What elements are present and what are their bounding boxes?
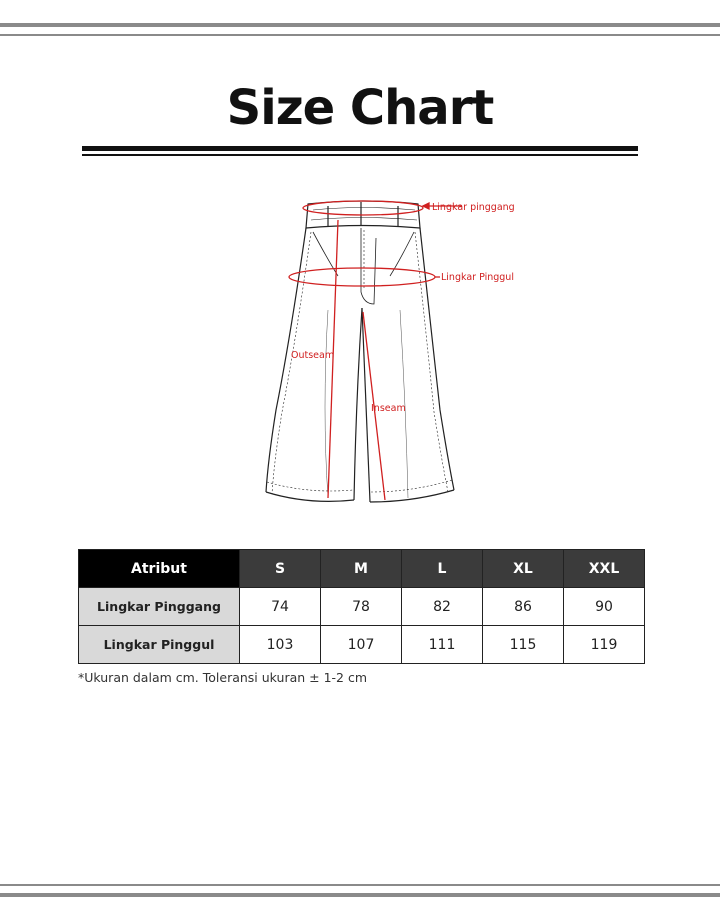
title-rule-thick — [82, 146, 638, 151]
header-cell: XL — [483, 550, 564, 588]
header-cell: Atribut — [79, 550, 240, 588]
hip-measure-ellipse — [289, 268, 435, 286]
header-cell: L — [402, 550, 483, 588]
tolerance-note: *Ukuran dalam cm. Toleransi ukuran ± 1-2 cm — [78, 670, 368, 685]
row-label: Lingkar Pinggul — [79, 626, 240, 664]
page-title: Size Chart — [226, 80, 494, 136]
row-label: Lingkar Pinggang — [79, 588, 240, 626]
table-header-row — [79, 550, 645, 588]
top-frame-line-thin — [0, 34, 720, 36]
table-cell: 111 — [402, 626, 483, 664]
table-cell: 78 — [321, 588, 402, 626]
bottom-frame-line-thin — [0, 884, 720, 886]
table-row — [79, 588, 645, 626]
outseam-label: Outseam — [291, 350, 335, 361]
table-cell: 82 — [402, 588, 483, 626]
waist-label: Lingkar pinggang — [432, 202, 515, 213]
table-cell: 115 — [483, 626, 564, 664]
header-cell: XXL — [564, 550, 645, 588]
header-cell: M — [321, 550, 402, 588]
header-cell: S — [240, 550, 321, 588]
table-cell: 119 — [564, 626, 645, 664]
table-cell: 86 — [483, 588, 564, 626]
hip-label: Lingkar Pinggul — [441, 272, 514, 283]
size-table — [78, 549, 645, 664]
table-cell: 103 — [240, 626, 321, 664]
bottom-frame-line-thick — [0, 893, 720, 897]
top-frame-line-thick — [0, 23, 720, 27]
title-rule-thin — [82, 154, 638, 156]
table-cell: 107 — [321, 626, 402, 664]
pants-diagram — [178, 180, 548, 528]
table-row — [79, 626, 645, 664]
table-cell: 90 — [564, 588, 645, 626]
table-cell: 74 — [240, 588, 321, 626]
inseam-label: Inseam — [371, 403, 406, 414]
